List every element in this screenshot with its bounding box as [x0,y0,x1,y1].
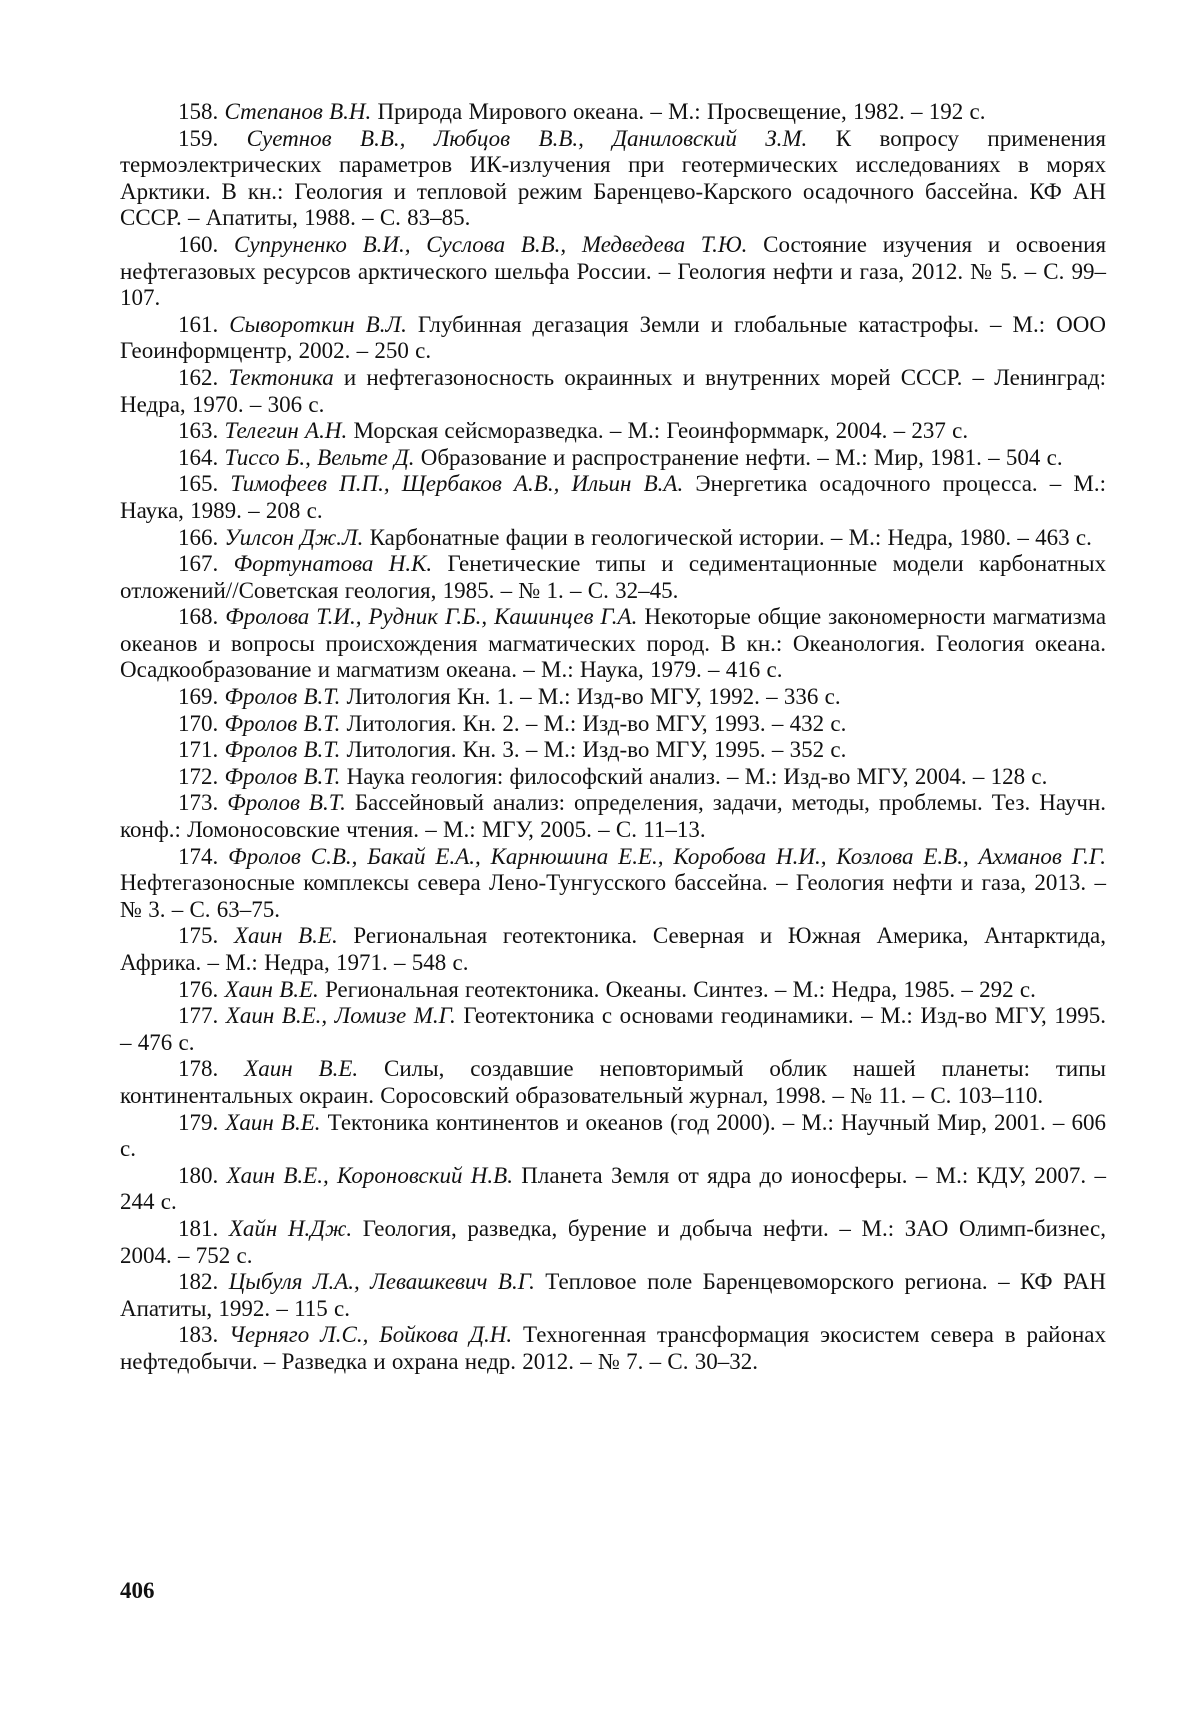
reference-entry [120,445,1106,472]
reference-number: 179. [178,1109,219,1135]
reference-number: 159. [178,125,219,151]
reference-number: 164. [178,444,219,470]
reference-authors: Фролов В.Т. [224,763,341,789]
reference-number: 175. [178,923,219,949]
reference-entry [120,790,1106,843]
reference-text: Некоторые общие закономерности магматизма океанов и вопросы происхождения магматических пород. В кн.: Океанология. Геология океана. Осадкообразование и магматизм океана. – М.: Наука, 1979. – 416 с. [120,604,1107,683]
reference-text: Глубинная дегазация Земли и глобальные катастрофы. – М.: ООО Геоинформцентр, 2002. – 250 с. [120,311,1107,364]
reference-number: 172. [178,763,219,789]
reference-text: Природа Мирового океана. – М.: Просвещение, 1982. – 192 с. [377,99,986,124]
reference-text: Литология. Кн. 3. – М.: Изд-во МГУ, 1995. – 352 с. [346,737,847,763]
reference-entry [120,1269,1106,1322]
reference-number: 176. [178,976,219,1002]
reference-authors: Уилсон Дж.Л. [224,524,364,550]
reference-entry [120,1003,1106,1056]
reference-entry [120,764,1106,791]
reference-entry [120,471,1106,524]
reference-text: Региональная геотектоника. Северная и Южная Америка, Антарктида, Африка. – М.: Недра, 1971. – 548 с. [120,923,1107,975]
reference-text: Планета Земля от ядра до ионосферы. – М.: КДУ, 2007. – 244 с. [120,1162,1107,1215]
reference-number: 177. [178,1003,219,1029]
reference-number: 178. [178,1056,219,1082]
reference-number: 160. [178,231,219,257]
reference-text: Образование и распространение нефти. – М.: Мир, 1981. – 504 с. [420,444,1063,470]
reference-text: Энергетика осадочного процесса. – М.: Наука, 1989. – 208 с. [120,471,1107,523]
reference-text: Геология, разведка, бурение и добыча нефти. – М.: ЗАО Олимп-бизнес, 2004. – 752 с. [120,1215,1107,1268]
reference-number: 173. [178,790,219,816]
reference-authors: Хаин В.Е., Ломизе М.Г. [225,1003,456,1029]
reference-text: Силы, создавшие неповторимый облик нашей планеты: типы континентальных окраин. Соросовский образовательный журнал, 1998. – № 11. – С. 103–110. [120,1056,1107,1108]
reference-authors: Фролов В.Т. [227,790,346,816]
reference-text: Состояние изучения и освоения нефтегазовых ресурсов арктического шельфа России. – Геология нефти и газа, 2012. № 5. – С. 99–107. [120,231,1107,311]
reference-number: 183. [178,1322,219,1348]
reference-authors: Фролова Т.И., Рудник Г.Б., Кашинцев Г.А. [225,604,638,630]
reference-number: 169. [178,684,219,710]
reference-text: Нефтегазоносные комплексы севера Лено-Тунгусского бассейна. – Геология нефти и газа, 2013. – № 3. – С. 63–75. [120,870,1106,922]
reference-entry [120,684,1106,711]
reference-authors: Хаин В.Е. [233,923,338,949]
reference-authors: Хайн Н.Дж. [228,1215,353,1241]
reference-authors: Фортунатова Н.К. [233,551,433,577]
reference-text: Генетические типы и седиментационные модели карбонатных отложений//Советская геология, 1985. – № 1. – С. 32–45. [120,551,1107,603]
reference-number: 163. [178,418,219,444]
reference-authors: Тимофеев П.П., Щербаков А.В., Ильин В.А. [230,471,684,497]
reference-entry [120,977,1106,1004]
reference-number: 166. [178,524,219,550]
reference-text: Техногенная трансформация экосистем севера в районах нефтедобычи. – Разведка и охрана недр. 2012. – № 7. – С. 30–32. [120,1322,1106,1374]
reference-text: К вопросу применения термоэлектрических параметров ИК-излучения при геотермических исследованиях в морях Арктики. В кн.: Геология и тепловой режим Баренцево-Карского осадочного бассейна. КФ АН СССР. – Апатиты, 1988. – С. 83–85. [120,125,1106,231]
reference-number: 181. [178,1215,219,1241]
reference-text: и нефтегазоносность окраинных и внутренних морей СССР. – Ленинград: Недра, 1970. – 306 с. [120,364,1107,417]
reference-number: 182. [178,1269,219,1295]
reference-text: Морская сейсморазведка. – М.: Геоинформмарк, 2004. – 237 с. [353,418,969,444]
reference-authors: Черняго Л.С., Бойкова Д.Н. [229,1322,513,1348]
reference-entry [120,604,1106,684]
reference-entry [120,365,1106,418]
reference-entry [120,1163,1106,1216]
reference-authors: Сывороткин В.Л. [229,311,407,337]
reference-authors: Супруненко В.И., Суслова В.В., Медведева Т.Ю. [233,231,748,257]
reference-authors: Фролов В.Т. [224,710,341,736]
reference-authors: Хаин В.Е., Короновский Н.В. [226,1162,513,1188]
reference-entry [120,711,1106,738]
reference-text: Бассейновый анализ: определения, задачи, методы, проблемы. Тез. Научн. конф.: Ломоносовские чтения. – М.: МГУ, 2005. – С. 11–13. [120,790,1107,843]
reference-list [120,99,1106,1376]
reference-entry [120,99,1106,126]
reference-authors: Степанов В.Н. [224,99,372,124]
reference-entry [120,1056,1106,1109]
reference-number: 165. [178,471,219,497]
reference-entry [120,923,1106,976]
reference-text: Наука геология: философский анализ. – М.: Изд-во МГУ, 2004. – 128 с. [346,763,1048,789]
reference-entry [120,312,1106,365]
page-number: 406 [120,1578,155,1603]
reference-number: 158. [178,99,219,124]
reference-authors: Фролов В.Т. [224,684,341,710]
reference-entry [120,126,1106,232]
reference-number: 171. [178,737,219,763]
reference-authors: Фролов В.Т. [224,737,341,763]
reference-entry [120,1110,1106,1163]
reference-number: 174. [178,843,219,869]
reference-authors: Хаин В.Е. [224,976,319,1002]
reference-number: 170. [178,710,219,736]
reference-entry [120,551,1106,604]
reference-number: 167. [178,551,219,577]
reference-text: Литология. Кн. 2. – М.: Изд-во МГУ, 1993. – 432 с. [346,710,847,736]
reference-entry [120,525,1106,552]
reference-entry [120,232,1106,312]
reference-text: Тектоника континентов и океанов (год 2000). – М.: Научный Мир, 2001. – 606 с. [120,1109,1107,1162]
reference-entry [120,418,1106,445]
reference-text: Региональная геотектоника. Океаны. Синтез. – М.: Недра, 1985. – 292 с. [325,976,1036,1002]
reference-entry [120,737,1106,764]
reference-number: 168. [178,604,219,630]
reference-authors: Суетнов В.В., Любцов В.В., Даниловский З.М. [246,125,808,151]
reference-authors: Тиссо Б., Вельте Д. [224,444,415,470]
reference-authors: Хаин В.Е. [244,1056,359,1082]
reference-number: 180. [178,1162,219,1188]
reference-text: Геотектоника с основами геодинамики. – М.: Изд-во МГУ, 1995. – 476 с. [120,1003,1107,1055]
reference-text: Карбонатные фации в геологической истории. – М.: Недра, 1980. – 463 с. [369,524,1092,550]
reference-text: Литология Кн. 1. – М.: Изд-во МГУ, 1992. – 336 с. [346,684,841,710]
reference-number: 162. [178,364,219,390]
reference-authors: Фролов С.В., Бакай Е.А., Карнюшина Е.Е., Коробова Н.И., Козлова Е.В., Ахманов Г.Г. [228,843,1107,869]
reference-entry [120,1216,1106,1269]
reference-text: Тепловое поле Баренцевоморского региона. – КФ РАН Апатиты, 1992. – 115 с. [120,1269,1107,1321]
reference-entry [120,844,1106,924]
reference-number: 161. [178,311,219,337]
reference-authors: Хаин В.Е. [225,1109,321,1135]
reference-entry [120,1322,1106,1375]
reference-authors: Цыбуля Л.А., Левашкевич В.Г. [228,1269,535,1295]
reference-authors: Тектоника [228,364,334,390]
reference-authors: Телегин А.Н. [224,418,348,444]
